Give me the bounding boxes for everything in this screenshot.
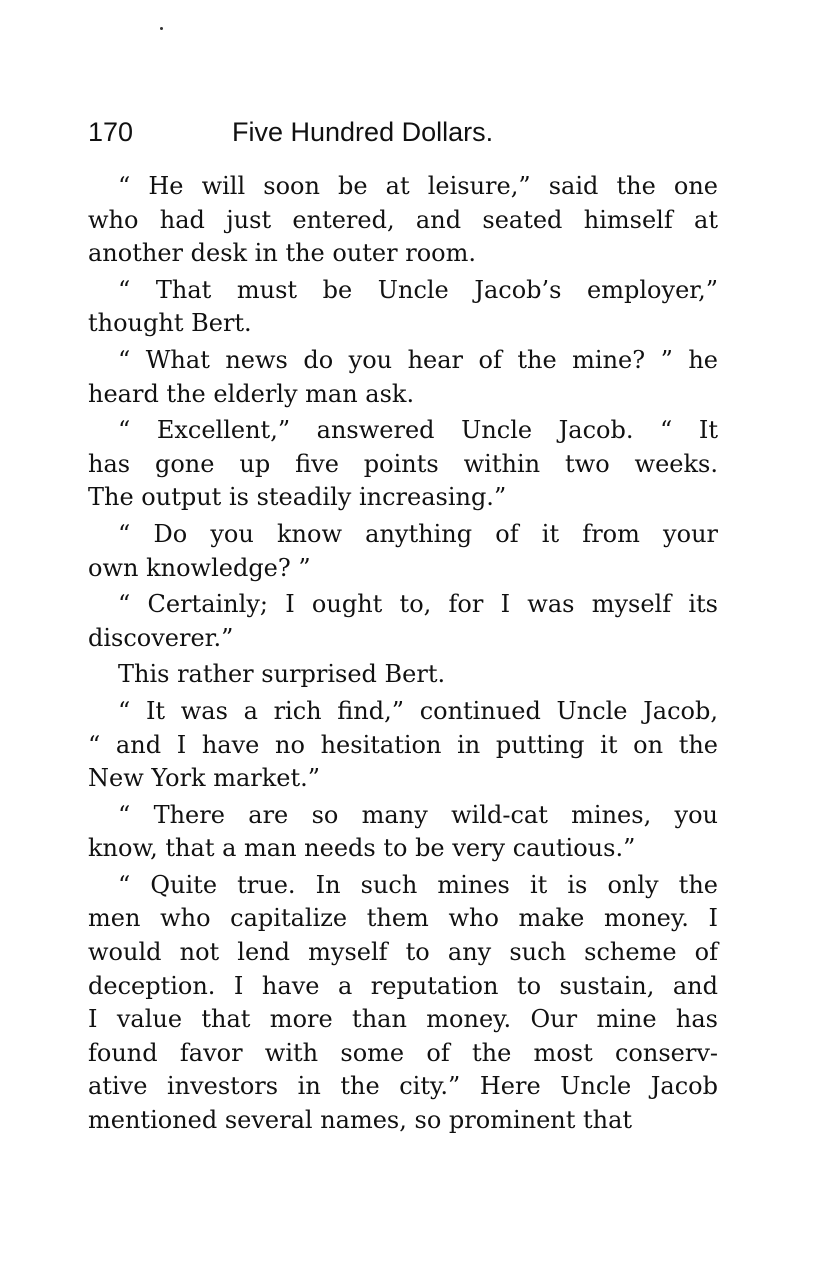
paragraph <box>88 518 718 585</box>
paragraph <box>88 344 718 411</box>
text-line: “ Do you know anything of it from your <box>118 519 718 548</box>
text-line: “ Quite true. In such mines it is only the <box>118 870 718 899</box>
text-line: discoverer.” <box>88 623 234 652</box>
paragraph <box>88 170 718 271</box>
text-line: “ It was a rich find,” continued Uncle Jacob, <box>118 696 718 725</box>
text-line: “ Excellent,” answered Uncle Jacob. “ It <box>118 416 718 445</box>
paragraph <box>88 658 718 692</box>
text-line: found favor with some of the most conserv- <box>88 1038 718 1067</box>
text-line: another desk in the outer room. <box>88 239 476 268</box>
paragraph <box>88 588 718 655</box>
running-header <box>88 112 728 152</box>
paragraph <box>88 414 718 515</box>
text-line: The output is steadily increasing.” <box>88 483 507 512</box>
text-line: “ That must be Uncle Jacob’s employer,” <box>118 275 718 304</box>
body-text <box>88 170 718 1141</box>
text-line: ative investors in the city.” Here Uncle Jacob <box>88 1072 718 1101</box>
text-line: mentioned several names, so prominent that <box>88 1106 633 1135</box>
text-line: know, that a man needs to be very cautious.” <box>88 834 636 863</box>
text-line: “ What news do you hear of the mine? ” he <box>118 345 718 374</box>
paragraph <box>88 274 718 341</box>
text-line: “ and I have no hesitation in putting it on the <box>88 730 718 759</box>
text-line: I value that more than money. Our mine has <box>88 1005 718 1034</box>
print-speck <box>160 27 163 30</box>
running-title: Five Hundred Dollars. <box>232 117 494 147</box>
text-line: deception. I have a reputation to sustain, and <box>88 971 718 1000</box>
text-line: would not lend myself to any such scheme of <box>88 938 718 967</box>
text-line: has gone up five points within two weeks. <box>88 449 718 478</box>
text-line: men who capitalize them who make money. I <box>88 904 718 933</box>
text-line: own knowledge? ” <box>88 553 311 582</box>
text-line: “ There are so many wild-cat mines, you <box>118 800 718 829</box>
text-line: who had just entered, and seated himself at <box>88 205 718 234</box>
text-line: New York market.” <box>88 764 321 793</box>
paragraph <box>88 869 718 1138</box>
paragraph <box>88 799 718 866</box>
text-line: heard the elderly man ask. <box>88 379 415 408</box>
text-line: thought Bert. <box>88 309 252 338</box>
page-number: 170 <box>88 117 134 147</box>
text-line: “ Certainly; I ought to, for I was myself its <box>118 590 718 619</box>
paragraph <box>88 695 718 796</box>
text-line: “ He will soon be at leisure,” said the one <box>118 172 718 200</box>
text-line: This rather surprised Bert. <box>118 660 446 689</box>
